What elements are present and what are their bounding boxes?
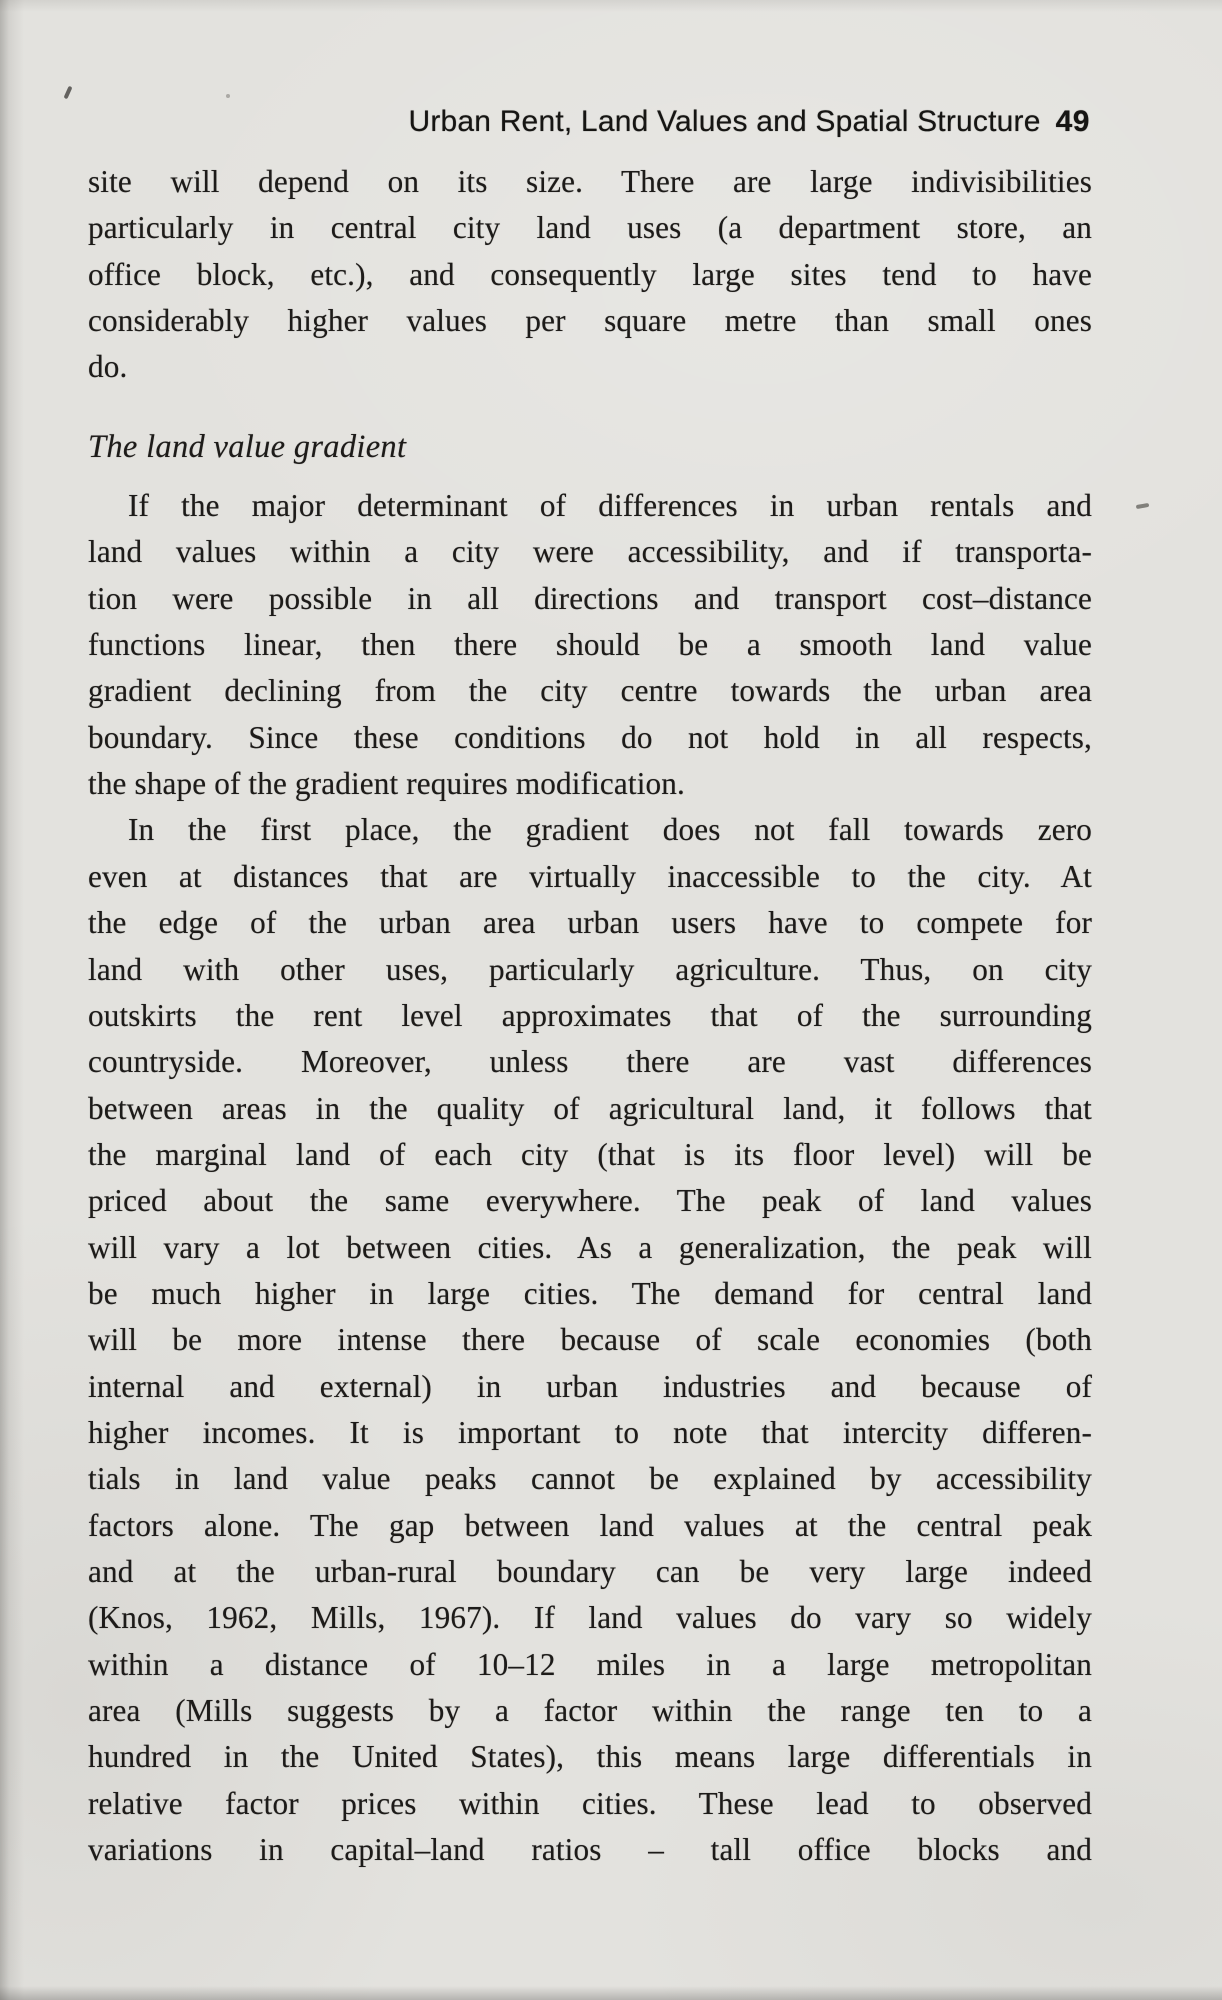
text-line: be much higher in large cities. The demand for central land [88, 1275, 1092, 1311]
text-line: land with other uses, particularly agriculture. Thus, on city [88, 951, 1092, 987]
text-line: (Knos, 1962, Mills, 1967). If land values do vary so widely [88, 1600, 1092, 1636]
text-line: the marginal land of each city (that is its floor level) will be [88, 1136, 1092, 1172]
text-line: the edge of the urban area urban users have to compete for [88, 905, 1092, 941]
text-line: outskirts the rent level approximates that of the surrounding [88, 997, 1092, 1033]
text-line: countryside. Moreover, unless there are vast differences [88, 1044, 1092, 1080]
text-line: will be more intense there because of scale economies (both [88, 1322, 1092, 1358]
page-body-text [88, 159, 1092, 1873]
text-line: between areas in the quality of agricultural land, it follows that [88, 1090, 1092, 1126]
section-heading: The land value gradient [88, 428, 407, 465]
text-line: functions linear, then there should be a smooth land value [88, 627, 1092, 663]
text-line: higher incomes. It is important to note that intercity differen- [88, 1414, 1092, 1450]
text-line: within a distance of 10–12 miles in a large metropolitan [88, 1646, 1092, 1682]
page-edge-shadow-left [0, 0, 24, 2000]
text-line: In the first place, the gradient does not fall towards zero [128, 812, 1092, 848]
paragraph [88, 159, 1092, 391]
text-line: gradient declining from the city centre towards the urban area [88, 673, 1092, 709]
page-edge-shadow-bottom [0, 1986, 1222, 2000]
text-line: factors alone. The gap between land values at the central peak [88, 1507, 1092, 1543]
paragraph [88, 807, 1092, 1873]
text-line: tials in land value peaks cannot be explained by accessibility [88, 1461, 1092, 1497]
text-line: area (Mills suggests by a factor within the range ten to a [88, 1693, 1092, 1728]
text-line: will vary a lot between cities. As a generalization, the peak will [88, 1229, 1092, 1265]
text-line: office block, etc.), and consequently large sites tend to have [88, 256, 1092, 292]
page-number: 49 [1055, 105, 1090, 138]
text-line: even at distances that are virtually inaccessible to the city. At [88, 858, 1092, 894]
ink-speck [64, 86, 73, 100]
text-line: tion were possible in all directions and transport cost–distance [88, 580, 1092, 616]
text-line: If the major determinant of differences in urban rentals and [128, 488, 1092, 524]
text-line: site will depend on its size. There are large indivisibilities [88, 164, 1092, 199]
text-line: internal and external) in urban industries and because of [88, 1368, 1092, 1404]
running-head-title: Urban Rent, Land Values and Spatial Structure [408, 105, 1041, 138]
text-line: land values within a city were accessibility, and if transporta- [88, 534, 1092, 570]
text-line: considerably higher values per square metre than small ones [88, 303, 1092, 339]
text-line: priced about the same everywhere. The peak of land values [88, 1183, 1092, 1219]
text-line: hundred in the United States), this means large differentials in [88, 1739, 1092, 1775]
text-line: boundary. Since these conditions do not hold in all respects, [88, 719, 1092, 755]
text-line: do. [88, 349, 128, 385]
ink-speck [226, 94, 230, 98]
text-line: variations in capital–land ratios – tall office blocks and [88, 1832, 1092, 1868]
running-head [408, 104, 1090, 139]
page-edge-shadow-top [0, 0, 1222, 12]
text-line: particularly in central city land uses (a department store, an [88, 210, 1092, 246]
text-line: and at the urban-rural boundary can be very large indeed [88, 1553, 1092, 1589]
text-line: relative factor prices within cities. These lead to observed [88, 1785, 1092, 1821]
paragraph [88, 483, 1092, 807]
text-line: the shape of the gradient requires modification. [88, 766, 685, 802]
ink-speck [1136, 503, 1149, 509]
